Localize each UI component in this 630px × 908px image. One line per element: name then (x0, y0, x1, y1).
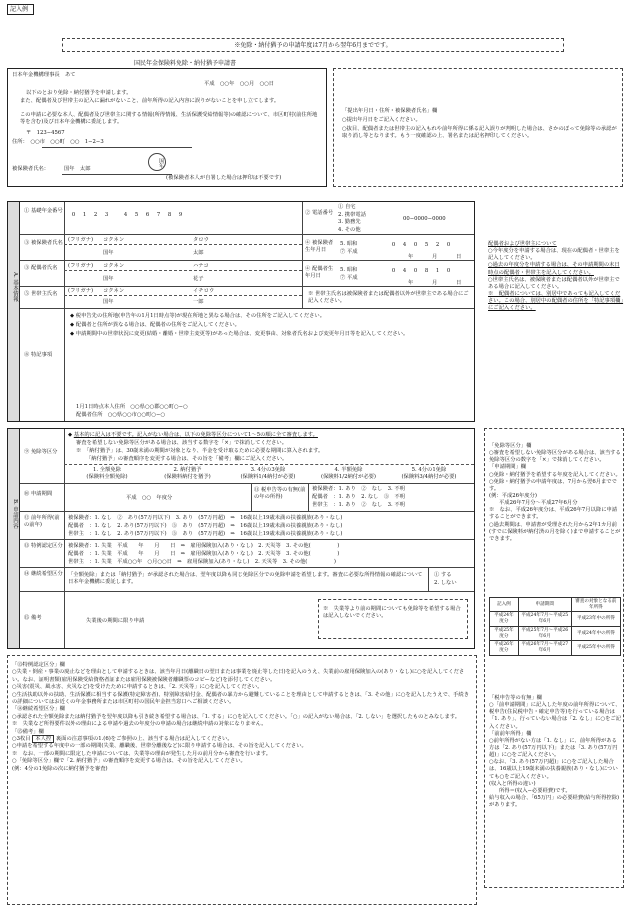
intro-1: ◆ 基本的に記入は不要です。記入がない場合は、以下の免除等区分について1〜5の順に全て審査します。 (68, 432, 318, 438)
head-kana-sei[interactable]: コクネン (103, 288, 125, 294)
right-note-item-1: ○提出年月日をご記入ください。 (342, 117, 421, 123)
period-label: ⑩ 申請期間 (24, 491, 53, 497)
example-tag: 記入例 (7, 4, 34, 15)
notice-banner: ※免除・納付猶予の申請年度は7月から翌年6月までです。 (62, 38, 564, 52)
right-note-heading: 「提出年月日・住所・被保険者氏名」欄 (342, 108, 438, 114)
tax-filing-rows[interactable]: 被保険者：1. あり ② なし 3. 不明 配偶者 ：1. あり 2. なし ③ 不明 世帯主 ：1. あり ② なし 3. 不明 (312, 486, 405, 508)
special-bullet-3: ◆ 申請期間中の世帯状況に変更(結婚・離婚・世帯主変更等)があった場合は、変更事由、対象者氏名および変更年月日等を記入してください。 (70, 331, 409, 337)
special-bullet-1: ◆ 税申告先の住所地(申告年の1月1日時点等)が現在所地と異なる場合は、その住所をご記入してください。 (70, 313, 326, 319)
bottom-notes: 「⑬特例認定区分」欄 ○失業・倒産・事業の廃止などを理由として申請するときは、該当年月日(離職日の翌日または事業を廃止等した日)を記入のうえ、失業前の雇用保険加入の(あり・なし)に○を記入してください。なお、証明書類(雇用保険受給資格者証または雇用保険被保険者離職票のコピーなど)を添付してください。 ○災害(震災、風水害、火災など)を受けたために申請するときは、「2. 天災等」に○を記入してください。 ○生活扶助以外の扶助、生活保護に相当する保護(特定障害者)、特別障害給付金、配偶者の暴力から避難していることを理由として申請するときは、「3. その他」に○を記入したうえで、手続きの詳細についてはお近くの年金事務所または市区町村の国民年金担当窓口へご相談ください。 「⑭継続希望区分」欄 ○承認された全額免除または納付猶予を翌年度以降も引き続き希望する場合は、「1. する」に○を記入してください。「○」の記入がない場合は、「2. しない」を選択したものとみなします。 ※ 失業など所得要件以外の理由による申請や過去の年度分の申請の場合は継続申請の対象になりません。 「⑮備考」欄 ○3枚目 本人控 裏面の注意事項の1.(6)をご参照の上、該当する場合は記入してください。 ○申請を希望する年度中の一部の期間(失業、離職後、世帯分離後など)に限り申請する場合は、その旨を記入してください。 ※ なお、一部の期間に限定した申請については、失業等の理由が発生した月の前月分から審査を行います。 ○「免除等区分」欄で「2. 納付猶予」の審査順序を変更する場合は、その旨を記入してください。 (例：4分の1免除の次に納付猶予を審査) (7, 655, 477, 905)
phone-label: ② 電話番号 (305, 210, 334, 216)
right-note-item-2: ○抜目、配偶者または世帯主の記入もれや前年所得に係る記入誤りが判明した場合は、さかのぼって免除等の承認が取り消し等となります。もう一度確認の上、署名または記名押印してください。 (342, 126, 617, 139)
spouse-mei[interactable]: 花子 (193, 276, 204, 282)
seal-note: (被保険者本人が自署した場合は押印は不要です) (166, 175, 282, 181)
address[interactable]: 住所： ○○市 ○○町 ○○ 1−2−3 (12, 139, 104, 145)
right-note-box (333, 68, 623, 187)
head-sei[interactable]: 国年 (103, 299, 114, 305)
exemption-option-2[interactable]: 2. 納付猶予 (保険料納付を猶予) (164, 467, 211, 480)
exemption-option-3[interactable]: 3. 4分の3免除 (保険料1/4納付が必要) (240, 467, 296, 480)
section-b: B. 申請内容 ⑨ 免除等区分 ◆ 基本的に記入は不要です。記入がない場合は、以下の免除等区分について1〜5の順に全て審査します。 審査を希望しない免除等区分がある場合は、該当する数字を「×」で抹消してください。 ※ 「納付猶予」は、30歳未満の期間が対象となり、半金を受け取るために必要な期間に算入されます。 「納付猶予」の審査順序を変更する場合は、その旨を「備考」欄にご記入ください。 1. 全額免除 (保険料全額免除) 2. 納付猶予 (保険料納付を猶予) 3. 4分の3免除 (保険料1/4納付が必要) 4. 半額免除 (保険料1/2納付が必要) 5. 4分の1免除 (保険料3/4納付が必要) ⑩ 申請期間 平成 ○○ 年度分 ⑪ 税申告等の有無(前の年の所得) 被保険者：1. あり ② なし 3. 不明 配偶者 ：1. あり 2. なし ③ 不明 世帯主 ：1. あり ② なし 3. 不明 ⑫ 前年所得(前の前年) 被保険者：1. なし ② あり(57万円以下) 3. あり (57万円超) ⇒ 16歳以上19歳未満の扶養親族(あり・なし) 配偶者 ：1. なし 2. あり(57万円以下) ③ あり (57万円超) ⇒ 16歳以上19歳未満の扶養親族(あり・なし) 世帯主 ：1. なし 2. あり(57万円以下) ③ あり (57万円超) ⇒ 16歳以上19歳未満の扶養親族(あり・なし) ⑬ 特例認定区分 被保険者：1. 失業 平成 年 月 日 ⇒ 雇用保険加入(あり・なし) 2. 天災等 3. その他( ) 配偶者 ：1. 失業 平成 年 月 日 ⇒ 雇用保険加入(あり・なし) 2. 天災等 3. その他( ) 世帯主 ：1. 失業 平成○○年 ○月○○日 ⇒ 雇用保険加入(あり・なし) 2. 天災等 3. その他( ) ⑭ 継続希望区分 「全額免除」または「納付猶予」が承認された場合は、翌年度以降も同じ免除区分での免除申請を希望します。審査に必要な所得情報の確認について日本年金機構に委託します。 ① する 2. しない ⑮ 備考 失業後の期間に限り申請 ※ 失業等より前の期間についても免除等を希望する場合は記入しないでください。 (7, 428, 475, 649)
addressee: 日本年金機構理事長 あて (12, 72, 76, 78)
spouse-kana-mei[interactable]: ハナコ (193, 263, 209, 269)
insured-name-label: 被保険者氏名： (12, 166, 50, 172)
basic-pension-no[interactable]: 0 1 2 3 4 5 6 7 8 9 (71, 212, 183, 218)
exemption-option-4[interactable]: 4. 半額免除 (保険料1/2納付が必要) (320, 467, 377, 480)
insured-birthdate[interactable]: 0 4 0 5 2 0 (391, 242, 451, 248)
spouse-kana-sei[interactable]: コクネン (103, 263, 125, 269)
remarks-text[interactable]: 失業後の期間に限り申請 (86, 618, 145, 624)
section-b-label: B. 申請内容 (12, 499, 18, 529)
insured-name-field-label: ③ 被保険者氏名 (24, 240, 63, 246)
continue-label: ⑭ 継続希望区分 (24, 571, 63, 577)
remarks-label: ⑮ 備考 (24, 615, 42, 621)
special-example-2[interactable]: 配偶者住所 ○○県○○市○○町○−○ (76, 412, 166, 418)
special-example-1[interactable]: 1月1日時点本人住所 ○○県○○郡○○町○−○ (76, 404, 188, 410)
declaration-line-1: 以下のとおり免除・納付猶予を申請します。 (26, 90, 132, 96)
side-notes-b: 「免除等区分」欄 ○審査を希望しない免除等区分がある場合は、該当する免除等区分の数字を「×」で抹消してください。 「申請期間」欄 ○免除・納付猶予を希望する年度を記入してください。 ○免除・納付猶予の申請年度は、7月から翌6月までです。 (例：平成26年度分) 平成26年7月分〜平成27年6月分 ※ なお、平成26年度分は、平成26年7月以降に申請することができます。 ○過去期間は、申請書が受理された月から2年1カ月前(すでに保険料が納付済の月を除く)まで申請することができます。 記入例 申請期間 審査の対象となる前年所得 平成24年度分 平成24年7月〜平成25年6月 平成23年中の所得 平成25年度分 平成25年7月〜平成26年6月 平成24年中の所得 平成26年度分 平成26年7月〜平成27年6月 平成25年中の所得 「税申告等の有無」欄 ○「前申請期間」に記入した年度の前年所得について、税申告(住民税申告・確定申告等)を行っている場合は「1. あり」、行っていない場合は「2. なし」に○をご記入ください。 「前前年所得」欄 ○前年所得がない方は「1. なし」に、前年所得がある方は「2. あり(57万円以下)」または「3. あり(57万円超)」に○をご記入ください。 ○なお、「3. あり(57万円超)」に○をご記入した場合は、16歳以上19歳未満の扶養親族(あり・なし)についても○をご記入ください。 (収入と所得の違い) 所得＝(収入−必要経費)です。 給与収入の場合、「65万円」の必要経費(給与所得控除)があります。 (484, 428, 624, 888)
submission-date[interactable]: 平成 ○○年 ○○月 ○○日 (204, 81, 275, 87)
household-head-label: ⑤ 世帯主氏名 (24, 291, 58, 297)
period-example-table: 記入例 申請期間 審査の対象となる前年所得 平成24年度分 平成24年7月〜平成25年6月 平成23年中の所得 平成25年度分 平成25年7月〜平成26年6月 平成24年中の所得 平成26年度分 平成26年7月〜平成27年6月 平成25年中の所得 (489, 597, 621, 656)
tax-filing-label: ⑪ 税申告等の有無(前の年の所得) (254, 487, 306, 500)
spouse-birthdate[interactable]: 0 4 0 8 1 0 (391, 268, 451, 274)
exemption-option-5[interactable]: 5. 4分の1免除 (保険料3/4納付が必要) (401, 467, 457, 480)
phone-number[interactable]: 00−0000−0000 (403, 216, 446, 222)
exemption-option-1[interactable]: 1. 全額免除 (保険料全額免除) (86, 467, 128, 480)
insured-birth-label: ④ 被保険者生年月日 (305, 240, 334, 253)
declaration-box (7, 68, 327, 187)
continue-options[interactable]: ① する 2. しない (434, 572, 457, 586)
spouse-era[interactable]: 5. 昭和 ⑦ 平成 (340, 267, 358, 281)
insured-sei[interactable]: 国年 (103, 250, 114, 256)
continue-text: 「全額免除」または「納付猶予」が承認された場合は、翌年度以降も同じ免除区分での免除申請を希望します。審査に必要な所得情報の確認について日本年金機構に委託します。 (68, 572, 423, 585)
basic-pension-no-label: ① 基礎年金番号 (24, 208, 63, 214)
insured-era[interactable]: 5. 昭和 ⑦ 平成 (340, 241, 358, 255)
exemption-category-label: ⑨ 免除等区分 (24, 449, 58, 455)
insured-kana-sei[interactable]: コクネン (103, 237, 125, 243)
spouse-birth-label: ④ 配偶者生年月日 (305, 266, 334, 279)
period-value[interactable]: 平成 ○○ 年度分 (126, 495, 173, 501)
head-kana-mei[interactable]: イチロウ (193, 288, 215, 294)
section-a: A. 基本情報 ① 基礎年金番号 0 1 2 3 4 5 6 7 8 9 ② 電話番号 ① 自宅 2. 携帯電話 3. 勤務先 4. その他 00−0000−0000 ③ 被保険者氏名 (フリガナ) コクネン タロウ 国年 太郎 ④ 被保険者生年月日 5. 昭和 ⑦ 平成 0 4 0 5 2 0 年 月 日 ③ 配偶者氏名 (フリガナ) コクネン ハナコ 国年 花子 ④ 配偶者生年月日 5. 昭和 ⑦ 平成 0 4 0 8 1 0 年 月 日 ⑤ 世帯主氏名 (フリガナ) コクネン イチロウ 国年 一郎 ※ 世帯主氏名は被保険者または配偶者以外が世帯主である場合にご記入ください。 ⑧ 特記事項 ◆ 税申告先の住所地(申告年の1月1日時点等)が現在所地と異なる場合は、その住所をご記入してください。 ◆ 配偶者と住所が異なる場合は、配偶者の住所をご記入してください。 ◆ 申請期間中の世帯状況に変更(結婚・離婚・世帯主変更等)があった場合は、変更事由、対象者氏名および変更年月日等を記入してください。 1月1日時点本人住所 ○○県○○郡○○町○−○ 配偶者住所 ○○県○○市○○町○−○ (7, 201, 475, 422)
special-category-rows[interactable]: 被保険者：1. 失業 平成 年 月 日 ⇒ 雇用保険加入(あり・なし) 2. 天災等 3. その他( ) 配偶者 ：1. 失業 平成 年 月 日 ⇒ 雇用保険加入(あり・なし) 2. 天災等 3. その他( ) 世帯主 ：1. 失業 平成○○年 ○月○○日 ⇒ 雇用保険加入(あり・なし) 2. 天災等 3. その他( ) (68, 543, 340, 565)
special-notes-label: ⑧ 特記事項 (24, 352, 53, 358)
head-note: ※ 世帯主氏名は被保険者または配偶者以外が世帯主である場合にご記入ください。 (308, 291, 469, 304)
special-bullet-2: ◆ 配偶者と住所が異なる場合は、配偶者の住所をご記入してください。 (70, 322, 240, 328)
section-a-label: A. 基本情報 (12, 272, 18, 302)
income-label: ⑫ 前年所得(前の前年) (24, 515, 60, 528)
spouse-sei[interactable]: 国年 (103, 276, 114, 282)
special-category-label: ⑬ 特例認定区分 (24, 543, 63, 549)
remarks-note-box: ※ 失業等より前の期間についても免除等を希望する場合は記入しないでください。 (318, 599, 468, 639)
insured-name[interactable]: 国年 太郎 (64, 166, 91, 172)
form-title: 国民年金保険料免除・納付猶予申請書 (134, 60, 237, 67)
declaration-line-3: この申請に必要な本人、配偶者及び世帯主に関する情報(所得情報、生活保護受給情報等)の確認について、市区町村(前住所地等を含む)及び日本年金機構に委託します。 (20, 112, 318, 125)
income-rows[interactable]: 被保険者：1. なし ② あり(57万円以下) 3. あり (57万円超) ⇒ 16歳以上19歳未満の扶養親族(あり・なし) 配偶者 ：1. なし 2. あり(57万円以下) ③ あり (57万円超) ⇒ 16歳以上19歳未満の扶養親族(あり・なし) 世帯主 ：1. なし 2. あり(57万円以下) ③ あり (57万円超) ⇒ 16歳以上19歳未満の扶養親族(あり・なし) (68, 515, 343, 537)
exemption-options[interactable] (68, 467, 468, 480)
side-notes-a: 配偶者および世帯主について ○今年度分を申請する場合は、現在の配偶者・世帯主を記入してください。 ○過去の年度分を申請する場合は、その申請期間の末日時点の配偶者・世帯主を記入してください。 ○世帯主氏名は、被保険者または配偶者以外が世帯主である場合に記入してください。 ※ 配偶者については、別居中であっても記入してください。この場合、別居中の配偶者の住所を「特記事項欄」にご記入ください。 (488, 241, 624, 312)
insured-mei[interactable]: 太郎 (193, 250, 204, 256)
insured-kana-mei[interactable]: タロウ (193, 237, 209, 243)
declaration-line-2: また、配偶者及び世帯主の記入に漏れがないこと、前年所得の記入内容に誤りがないことを申し立てします。 (20, 98, 280, 104)
spouse-name-label: ③ 配偶者氏名 (24, 265, 58, 271)
postal-code[interactable]: 〒 123−4567 (26, 130, 65, 136)
seal-icon: 国年 (148, 153, 166, 171)
head-mei[interactable]: 一郎 (193, 299, 204, 305)
phone-type-options[interactable]: ① 自宅 2. 携帯電話 3. 勤務先 4. その他 (338, 204, 366, 233)
